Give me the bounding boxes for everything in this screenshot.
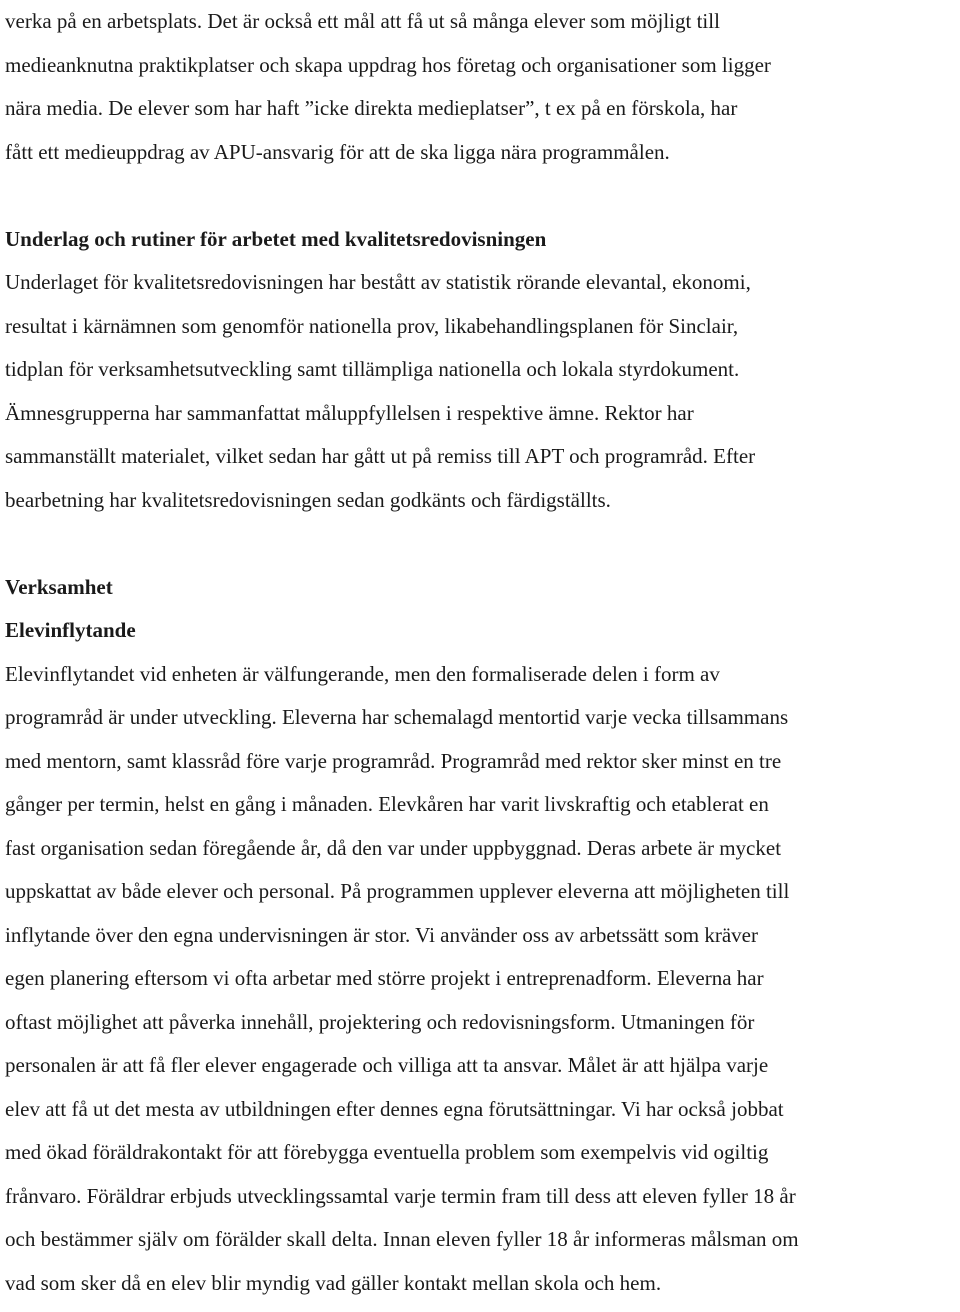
text-line: Underlaget för kvalitetsredovisningen har bestått av statistik rörande elevantal, ekonomi, xyxy=(5,270,751,294)
section-heading: Verksamhet xyxy=(5,574,113,599)
text-line: resultat i kärnämnen som genomför nationella prov, likabehandlingsplanen för Sinclair, xyxy=(5,313,739,338)
subsection-heading: Elevinflytande xyxy=(5,618,136,642)
text-line: med mentorn, samt klassråd före varje programråd. Programråd med rektor sker minst en tre xyxy=(5,748,782,773)
text-line: tidplan för verksamhetsutveckling samt tillämpliga nationella och lokala styrdokument. xyxy=(5,357,740,381)
section-verksamhet xyxy=(5,566,955,1306)
text-line: medieanknutna praktikplatser och skapa uppdrag hos företag och organisationer som ligger xyxy=(5,52,771,77)
paragraph-gap xyxy=(5,522,955,566)
section-heading: Underlag och rutiner för arbetet med kvalitetsredovisningen xyxy=(5,226,547,251)
text-line: vad som sker då en elev blir myndig vad gäller kontakt mellan skola och hem. xyxy=(5,1270,662,1295)
text-line: fått ett medieuppdrag av APU-ansvarig för att de ska ligga nära programmålen. xyxy=(5,139,670,164)
text-line: elev att få ut det mesta av utbildningen efter dennes egna förutsättningar. Vi har också jobbat xyxy=(5,1096,784,1121)
text-line: egen planering eftersom vi ofta arbetar med större projekt i entreprenadform. Eleverna har xyxy=(5,966,764,990)
document-page xyxy=(5,0,955,1305)
text-line: verka på en arbetsplats. Det är också ett mål att få ut så många elever som möjligt till xyxy=(5,9,720,33)
intro-paragraph xyxy=(5,0,955,174)
text-line: bearbetning har kvalitetsredovisningen sedan godkänts och färdigställts. xyxy=(5,487,611,512)
text-line: uppskattat av både elever och personal. På programmen upplever eleverna att möjligheten till xyxy=(5,879,790,903)
text-line: med ökad föräldrakontakt för att förebygga eventuella problem som exempelvis vid ogiltig xyxy=(5,1140,769,1164)
text-line: nära media. De elever som har haft ”icke direkta medieplatser”, t ex på en förskola, har xyxy=(5,96,738,120)
paragraph-gap xyxy=(5,174,955,218)
text-line: programråd är under utveckling. Eleverna har schemalagd mentortid varje vecka tillsammans xyxy=(5,705,789,729)
text-line: inflytande över den egna undervisningen är stor. Vi använder oss av arbetssätt som kräver xyxy=(5,922,758,947)
text-line: gånger per termin, helst en gång i månaden. Elevkåren har varit livskraftig och etablerat en xyxy=(5,792,769,816)
text-line: personalen är att få fler elever engagerade och villiga att ta ansvar. Målet är att hjälpa varje xyxy=(5,1053,769,1077)
text-line: Ämnesgrupperna har sammanfattat måluppfyllelsen i respektive ämne. Rektor har xyxy=(5,400,694,425)
text-line: Elevinflytandet vid enheten är välfungerande, men den formaliserade delen i form av xyxy=(5,661,720,686)
text-line: fast organisation sedan föregående år, då den var under uppbyggnad. Deras arbete är mycket xyxy=(5,835,782,860)
section-underlag xyxy=(5,218,955,523)
text-line: oftast möjlighet att påverka innehåll, projektering och redovisningsform. Utmaningen för xyxy=(5,1009,755,1034)
text-line: frånvaro. Föräldrar erbjuds utvecklingssamtal varje termin fram till dess att eleven fyller 18 år xyxy=(5,1183,796,1208)
text-line: och bestämmer själv om förälder skall delta. Innan eleven fyller 18 år informeras målsman om xyxy=(5,1227,799,1251)
text-line: sammanställt materialet, vilket sedan har gått ut på remiss till APT och programråd. Efter xyxy=(5,444,756,468)
